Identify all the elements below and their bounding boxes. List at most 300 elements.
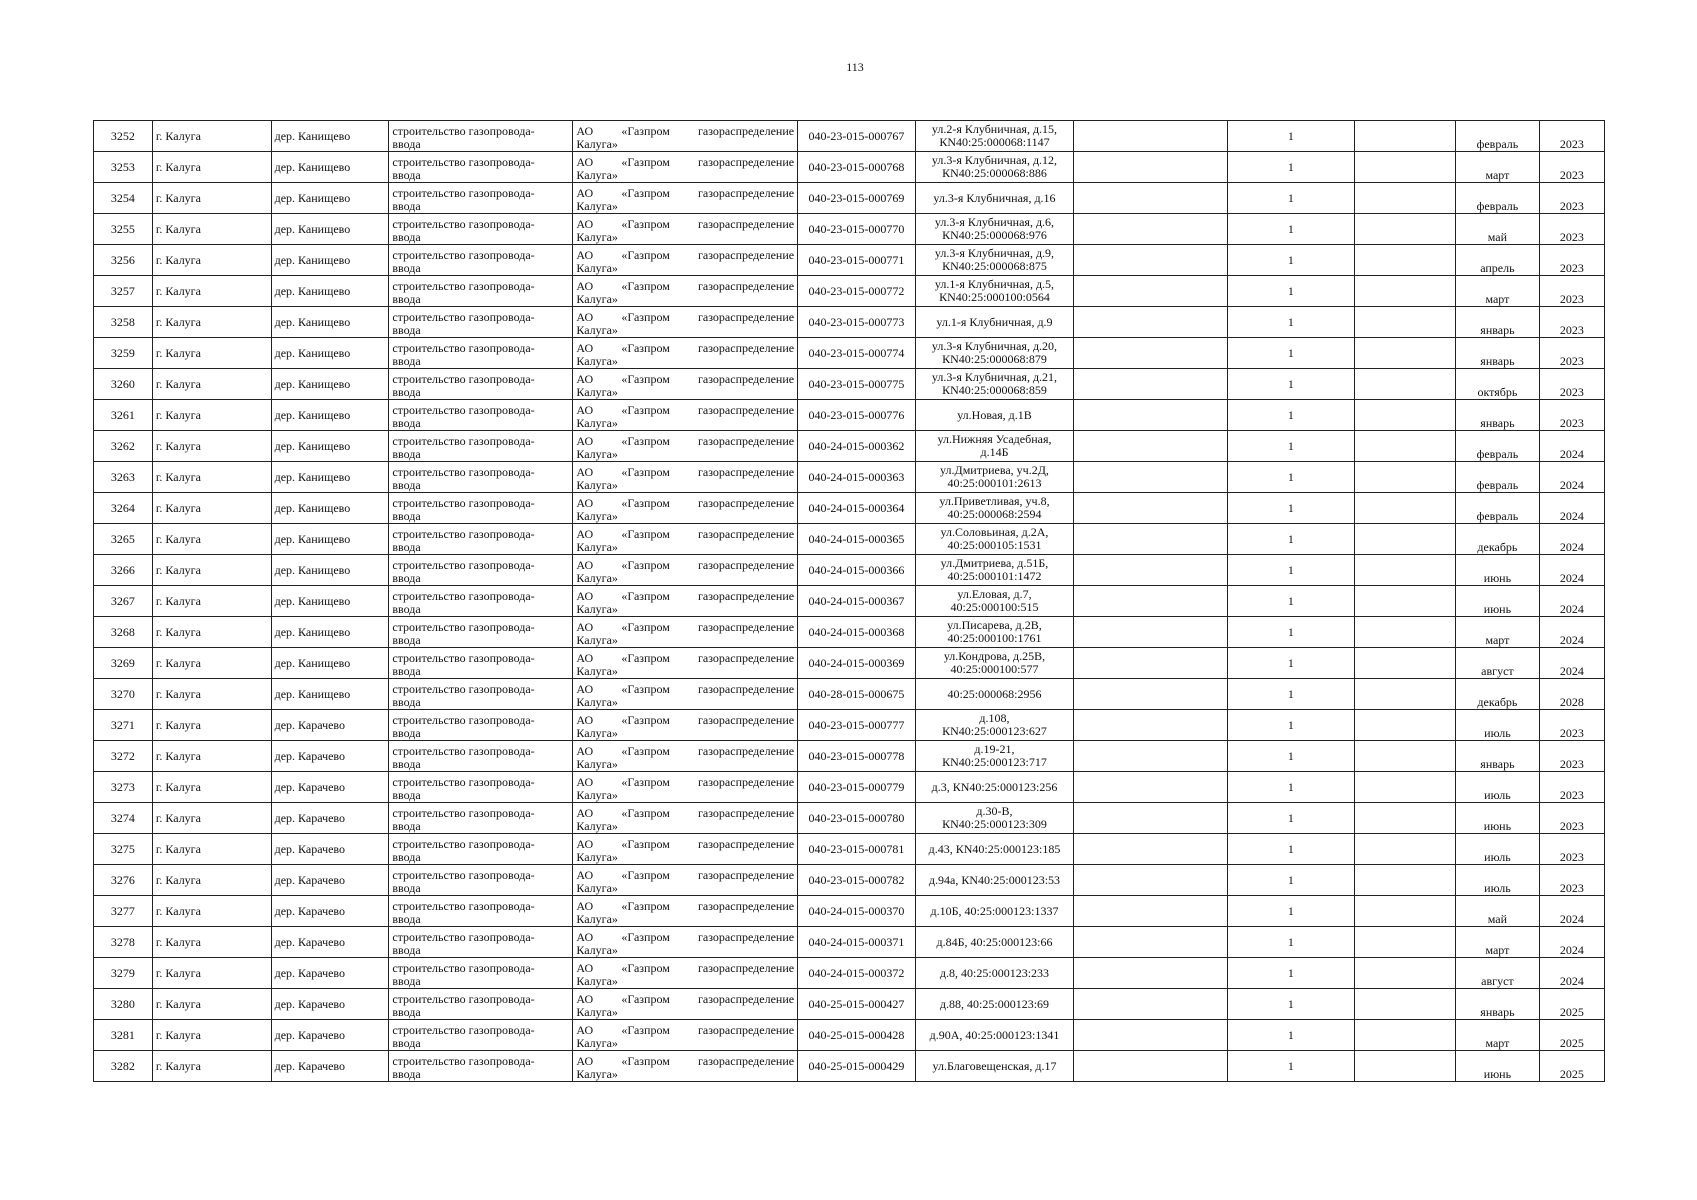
address-line1: 40:25:000068:2956 <box>947 686 1042 701</box>
quantity-cell <box>1228 958 1354 989</box>
work-type-line2: ввода <box>392 664 421 678</box>
address-cell <box>915 183 1073 214</box>
organization-line2: Калуга» <box>576 664 618 678</box>
empty-cell <box>1354 896 1456 927</box>
village-cell <box>271 276 389 307</box>
city: г. Калуга <box>155 686 201 701</box>
row-number: 3282 <box>110 1058 135 1073</box>
month-cell <box>1456 772 1539 803</box>
work-type-text: строительство газопровода- <box>392 620 535 634</box>
work-type-text: строительство газопровода- <box>392 434 535 448</box>
code: 040-23-015-000778 <box>808 748 905 763</box>
month-cell <box>1456 462 1539 493</box>
city: г. Калуга <box>155 190 201 205</box>
quantity-cell <box>1228 1051 1354 1082</box>
organization-line2: Калуга» <box>576 323 618 337</box>
work-type-text: строительство газопровода- <box>392 279 535 293</box>
code: 040-23-015-000780 <box>808 810 905 825</box>
organization-line2: Калуга» <box>576 354 618 368</box>
organization-cell <box>573 338 798 369</box>
address-cell <box>915 369 1073 400</box>
city-cell <box>152 493 271 524</box>
quantity-cell <box>1228 865 1354 896</box>
row-number-cell <box>94 214 153 245</box>
code: 040-23-015-000779 <box>808 779 905 794</box>
organization-line1: АО «Газпром газораспределение <box>576 434 795 448</box>
table-row <box>94 431 1605 462</box>
empty-cell <box>1354 307 1456 338</box>
village: дер. Карачево <box>274 1058 346 1073</box>
address-cell <box>915 400 1073 431</box>
month-cell <box>1456 679 1539 710</box>
row-number: 3270 <box>110 686 135 701</box>
code: 040-23-015-000781 <box>808 841 905 856</box>
address-line1: ул.Приветливая, уч.8, <box>939 494 1050 508</box>
row-number: 3269 <box>110 655 135 670</box>
year: 2023 <box>1559 230 1584 244</box>
work-type-cell <box>389 183 573 214</box>
quantity-cell <box>1228 741 1354 772</box>
month-cell <box>1456 555 1539 586</box>
address-line1: д.94а, КN40:25:000123:53 <box>928 872 1061 887</box>
organization-line2: Калуга» <box>576 1036 618 1050</box>
address-cell <box>915 772 1073 803</box>
organization-cell <box>573 896 798 927</box>
work-type-cell <box>389 245 573 276</box>
empty-cell <box>1354 555 1456 586</box>
row-number: 3254 <box>110 190 135 205</box>
address-cell <box>915 307 1073 338</box>
quantity: 1 <box>1287 469 1294 484</box>
work-type-cell <box>389 617 573 648</box>
work-type-cell <box>389 369 573 400</box>
year: 2024 <box>1559 912 1584 926</box>
empty-cell <box>1074 772 1228 803</box>
month: март <box>1485 168 1510 182</box>
empty-cell <box>1074 462 1228 493</box>
city: г. Калуга <box>155 345 201 360</box>
empty-cell <box>1074 989 1228 1020</box>
address-cell <box>915 803 1073 834</box>
code: 040-24-015-000372 <box>808 965 905 980</box>
empty-cell <box>1354 400 1456 431</box>
organization-line1: АО «Газпром газораспределение <box>576 465 795 479</box>
work-type-text: строительство газопровода- <box>392 465 535 479</box>
code-cell <box>798 989 916 1020</box>
code: 040-23-015-000768 <box>808 159 905 174</box>
work-type-line2: ввода <box>392 137 421 151</box>
row-number-cell <box>94 431 153 462</box>
address-cell <box>915 710 1073 741</box>
address-cell <box>915 431 1073 462</box>
village-cell <box>271 679 389 710</box>
quantity: 1 <box>1287 717 1294 732</box>
organization-line1: АО «Газпром газораспределение <box>576 992 795 1006</box>
city-cell <box>152 276 271 307</box>
work-type-text: строительство газопровода- <box>392 961 535 975</box>
address-cell <box>915 121 1073 152</box>
work-type-line2: ввода <box>392 850 421 864</box>
year-cell <box>1539 555 1604 586</box>
address-cell <box>915 152 1073 183</box>
work-type-text: строительство газопровода- <box>392 713 535 727</box>
code-cell <box>798 307 916 338</box>
city-cell <box>152 586 271 617</box>
work-type-line2: ввода <box>392 819 421 833</box>
address-line2: КN40:25:000100:0564 <box>939 290 1050 304</box>
work-type-line2: ввода <box>392 540 421 554</box>
work-type-cell <box>389 462 573 493</box>
code: 040-28-015-000675 <box>808 686 905 701</box>
month: май <box>1487 912 1508 926</box>
address-line1: д.8, 40:25:000123:233 <box>939 965 1050 980</box>
year-cell <box>1539 803 1604 834</box>
quantity-cell <box>1228 245 1354 276</box>
organization-line1: АО «Газпром газораспределение <box>576 651 795 665</box>
village: дер. Канищево <box>274 221 351 236</box>
organization-line2: Калуга» <box>576 416 618 430</box>
code: 040-23-015-000777 <box>808 717 905 732</box>
quantity: 1 <box>1287 376 1294 391</box>
quantity-cell <box>1228 555 1354 586</box>
village: дер. Канищево <box>274 624 351 639</box>
code: 040-23-015-000776 <box>808 407 905 422</box>
empty-cell <box>1074 710 1228 741</box>
month: май <box>1487 230 1508 244</box>
village-cell <box>271 803 389 834</box>
empty-cell <box>1074 245 1228 276</box>
row-number: 3277 <box>110 903 135 918</box>
table-row <box>94 865 1605 896</box>
month: январь <box>1480 1005 1515 1019</box>
code-cell <box>798 958 916 989</box>
row-number: 3262 <box>110 438 135 453</box>
address-line2: д.14Б <box>980 445 1009 459</box>
city-cell <box>152 121 271 152</box>
work-type-line2: ввода <box>392 1005 421 1019</box>
work-type-text: строительство газопровода- <box>392 1054 535 1068</box>
village: дер. Карачево <box>274 717 346 732</box>
year-cell <box>1539 338 1604 369</box>
table-row <box>94 1020 1605 1051</box>
row-number: 3274 <box>110 810 135 825</box>
year-cell <box>1539 1020 1604 1051</box>
city-cell <box>152 989 271 1020</box>
organization-cell <box>573 307 798 338</box>
work-type-text: строительство газопровода- <box>392 341 535 355</box>
code: 040-25-015-000427 <box>808 996 905 1011</box>
quantity-cell <box>1228 586 1354 617</box>
organization-line1: АО «Газпром газораспределение <box>576 899 795 913</box>
address-line2: 40:25:000101:1472 <box>947 569 1042 583</box>
code: 040-24-015-000362 <box>808 438 905 453</box>
row-number-cell <box>94 276 153 307</box>
code-cell <box>798 400 916 431</box>
row-number-cell <box>94 245 153 276</box>
row-number: 3275 <box>110 841 135 856</box>
work-type-line2: ввода <box>392 633 421 647</box>
code-cell <box>798 493 916 524</box>
row-number: 3272 <box>110 748 135 763</box>
city: г. Калуга <box>155 128 201 143</box>
organization-line2: Калуга» <box>576 974 618 988</box>
year: 2023 <box>1559 137 1584 151</box>
organization-line1: АО «Газпром газораспределение <box>576 589 795 603</box>
table-row <box>94 617 1605 648</box>
quantity-cell <box>1228 462 1354 493</box>
quantity-cell <box>1228 803 1354 834</box>
code-cell <box>798 772 916 803</box>
year-cell <box>1539 524 1604 555</box>
village-cell <box>271 524 389 555</box>
work-type-line2: ввода <box>392 757 421 771</box>
month-cell <box>1456 524 1539 555</box>
quantity: 1 <box>1287 965 1294 980</box>
table-row <box>94 214 1605 245</box>
address-line1: ул.3-я Клубничная, д.20, <box>931 339 1058 353</box>
table-row <box>94 1051 1605 1082</box>
year-cell <box>1539 648 1604 679</box>
row-number-cell <box>94 648 153 679</box>
organization-line1: АО «Газпром газораспределение <box>576 341 795 355</box>
village-cell <box>271 989 389 1020</box>
row-number-cell <box>94 741 153 772</box>
organization-cell <box>573 462 798 493</box>
code-cell <box>798 679 916 710</box>
year: 2023 <box>1559 354 1584 368</box>
address-line1: ул.Кондрова, д.25В, <box>943 649 1046 663</box>
row-number-cell <box>94 803 153 834</box>
city: г. Калуга <box>155 934 201 949</box>
quantity-cell <box>1228 400 1354 431</box>
empty-cell <box>1354 648 1456 679</box>
table-row <box>94 555 1605 586</box>
work-type-line2: ввода <box>392 354 421 368</box>
row-number-cell <box>94 896 153 927</box>
organization-line1: АО «Газпром газораспределение <box>576 775 795 789</box>
row-number: 3260 <box>110 376 135 391</box>
month: февраль <box>1476 137 1519 151</box>
organization-line1: АО «Газпром газораспределение <box>576 744 795 758</box>
year-cell <box>1539 369 1604 400</box>
quantity-cell <box>1228 834 1354 865</box>
quantity-cell <box>1228 338 1354 369</box>
village-cell <box>271 865 389 896</box>
month-cell <box>1456 865 1539 896</box>
organization-line2: Калуга» <box>576 509 618 523</box>
work-type-text: строительство газопровода- <box>392 930 535 944</box>
village-cell <box>271 152 389 183</box>
code: 040-23-015-000770 <box>808 221 905 236</box>
quantity: 1 <box>1287 128 1294 143</box>
year-cell <box>1539 741 1604 772</box>
organization-line1: АО «Газпром газораспределение <box>576 868 795 882</box>
village: дер. Канищево <box>274 686 351 701</box>
village: дер. Карачево <box>274 1027 346 1042</box>
page-number: 113 <box>846 60 864 74</box>
organization-line2: Калуга» <box>576 168 618 182</box>
month-cell <box>1456 121 1539 152</box>
organization-line2: Калуга» <box>576 602 618 616</box>
city: г. Калуга <box>155 624 201 639</box>
empty-cell <box>1354 679 1456 710</box>
row-number: 3258 <box>110 314 135 329</box>
table-row <box>94 927 1605 958</box>
organization-cell <box>573 958 798 989</box>
row-number-cell <box>94 772 153 803</box>
table-row <box>94 462 1605 493</box>
empty-cell <box>1074 214 1228 245</box>
village-cell <box>271 710 389 741</box>
city-cell <box>152 803 271 834</box>
work-type-text: строительство газопровода- <box>392 310 535 324</box>
quantity: 1 <box>1287 1058 1294 1073</box>
village-cell <box>271 1051 389 1082</box>
row-number: 3266 <box>110 562 135 577</box>
empty-cell <box>1074 493 1228 524</box>
organization-line1: АО «Газпром газораспределение <box>576 403 795 417</box>
year-cell <box>1539 896 1604 927</box>
organization-line2: Калуга» <box>576 943 618 957</box>
village: дер. Канищево <box>274 562 351 577</box>
address-cell <box>915 989 1073 1020</box>
organization-cell <box>573 183 798 214</box>
table-row <box>94 152 1605 183</box>
row-number: 3257 <box>110 283 135 298</box>
year: 2023 <box>1559 416 1584 430</box>
village: дер. Канищево <box>274 438 351 453</box>
table-row <box>94 834 1605 865</box>
city-cell <box>152 338 271 369</box>
work-type-text: строительство газопровода- <box>392 124 535 138</box>
year: 2025 <box>1559 1005 1584 1019</box>
quantity: 1 <box>1287 190 1294 205</box>
city-cell <box>152 152 271 183</box>
village: дер. Канищево <box>274 128 351 143</box>
empty-cell <box>1354 772 1456 803</box>
address-line1: ул.1-я Клубничная, д.9 <box>936 314 1053 329</box>
city: г. Калуга <box>155 1027 201 1042</box>
month-cell <box>1456 617 1539 648</box>
city-cell <box>152 369 271 400</box>
work-type-text: строительство газопровода- <box>392 899 535 913</box>
year-cell <box>1539 586 1604 617</box>
table-row <box>94 524 1605 555</box>
quantity-cell <box>1228 431 1354 462</box>
organization-line1: АО «Газпром газораспределение <box>576 1023 795 1037</box>
address-line2: КN40:25:000123:309 <box>942 817 1047 831</box>
city: г. Калуга <box>155 531 201 546</box>
code: 040-24-015-000368 <box>808 624 905 639</box>
organization-line1: АО «Газпром газораспределение <box>576 682 795 696</box>
table-row <box>94 803 1605 834</box>
quantity: 1 <box>1287 345 1294 360</box>
quantity: 1 <box>1287 407 1294 422</box>
city-cell <box>152 896 271 927</box>
city: г. Калуга <box>155 376 201 391</box>
address-line1: ул.Соловьиная, д.2А, <box>940 525 1049 539</box>
quantity: 1 <box>1287 438 1294 453</box>
month-cell <box>1456 741 1539 772</box>
work-type-cell <box>389 152 573 183</box>
address-line1: д.30-В, <box>976 804 1013 818</box>
quantity-cell <box>1228 524 1354 555</box>
table-row <box>94 276 1605 307</box>
year-cell <box>1539 431 1604 462</box>
address-line2: КN40:25:000068:886 <box>942 166 1047 180</box>
year: 2024 <box>1559 974 1584 988</box>
quantity: 1 <box>1287 996 1294 1011</box>
village: дер. Канищево <box>274 314 351 329</box>
work-type-cell <box>389 493 573 524</box>
month-cell <box>1456 710 1539 741</box>
village: дер. Карачево <box>274 810 346 825</box>
code-cell <box>798 1051 916 1082</box>
work-type-text: строительство газопровода- <box>392 868 535 882</box>
organization-line1: АО «Газпром газораспределение <box>576 713 795 727</box>
address-cell <box>915 648 1073 679</box>
work-type-cell <box>389 834 573 865</box>
work-type-cell <box>389 121 573 152</box>
code: 040-23-015-000772 <box>808 283 905 298</box>
organization-cell <box>573 276 798 307</box>
month-cell <box>1456 927 1539 958</box>
village-cell <box>271 338 389 369</box>
organization-cell <box>573 648 798 679</box>
year-cell <box>1539 121 1604 152</box>
month: август <box>1481 664 1514 678</box>
address-line2: 40:25:000100:1761 <box>947 631 1042 645</box>
organization-line2: Калуга» <box>576 137 618 151</box>
organization-cell <box>573 617 798 648</box>
table-row <box>94 896 1605 927</box>
row-number-cell <box>94 617 153 648</box>
year-cell <box>1539 183 1604 214</box>
month: февраль <box>1476 199 1519 213</box>
address-cell <box>915 896 1073 927</box>
village-cell <box>271 1020 389 1051</box>
month: январь <box>1480 416 1515 430</box>
month: октябрь <box>1477 385 1518 399</box>
month: февраль <box>1476 509 1519 523</box>
work-type-cell <box>389 989 573 1020</box>
empty-cell <box>1074 152 1228 183</box>
organization-cell <box>573 1020 798 1051</box>
address-line1: ул.2-я Клубничная, д.15, <box>931 122 1058 136</box>
address-line1: ул.Еловая, д.7, <box>957 587 1032 601</box>
quantity-cell <box>1228 989 1354 1020</box>
month: июнь <box>1483 602 1512 616</box>
code-cell <box>798 152 916 183</box>
city-cell <box>152 400 271 431</box>
city-cell <box>152 524 271 555</box>
code: 040-23-015-000767 <box>808 128 905 143</box>
code-cell <box>798 617 916 648</box>
month-cell <box>1456 803 1539 834</box>
organization-line2: Калуга» <box>576 230 618 244</box>
month-cell <box>1456 245 1539 276</box>
address-line2: КN40:25:000068:1147 <box>939 135 1050 149</box>
work-type-text: строительство газопровода- <box>392 1023 535 1037</box>
table-row <box>94 307 1605 338</box>
organization-cell <box>573 493 798 524</box>
code-cell <box>798 555 916 586</box>
month: январь <box>1480 354 1515 368</box>
month-cell <box>1456 493 1539 524</box>
empty-cell <box>1074 586 1228 617</box>
village-cell <box>271 245 389 276</box>
table-row <box>94 648 1605 679</box>
